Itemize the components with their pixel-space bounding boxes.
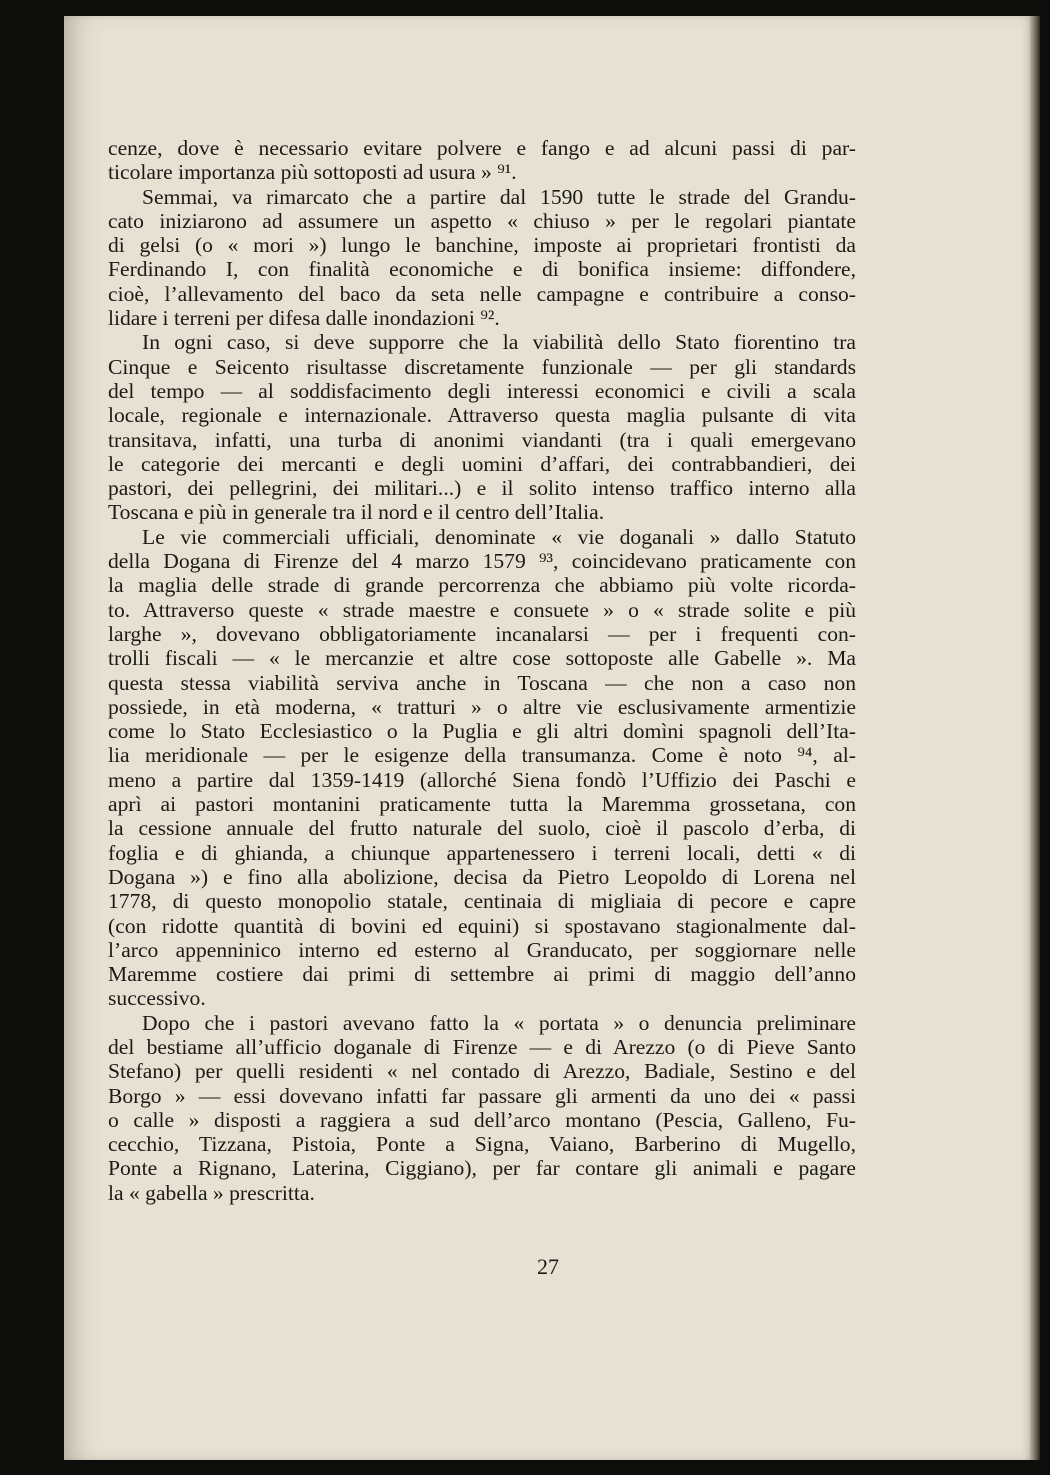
text-line: la « gabella » prescritta. — [108, 1180, 315, 1205]
text-line: questa stessa viabilità serviva anche in Toscana — che non a caso non — [108, 670, 856, 695]
text-line: pastori, dei pellegrini, dei militari...) e il solito intenso traffico interno alla — [108, 476, 856, 501]
text-line: Semmai, va rimarcato che a partire dal 1590 tutte le strade del Grandu- — [142, 184, 856, 209]
text-line: Dogana ») e fino alla abolizione, decisa da Pietro Leopoldo di Lorena nel — [108, 864, 856, 889]
text-line: della Dogana di Firenze del 4 marzo 1579 ⁹³, coincidevano praticamente con — [108, 549, 856, 574]
page-number: 27 — [537, 1254, 559, 1279]
text-line: Ponte a Rignano, Laterina, Ciggiano), per far contare gli animali e pagare — [108, 1156, 856, 1181]
text-line: lia meridionale — per le esigenze della transumanza. Come è noto ⁹⁴, al- — [108, 743, 856, 768]
text-line: Stefano) per quelli residenti « nel contado di Arezzo, Badiale, Sestino e del — [108, 1059, 856, 1084]
text-line: cecchio, Tizzana, Pistoia, Ponte a Signa, Vaiano, Barberino di Mugello, — [108, 1132, 856, 1157]
text-line: aprì ai pastori montanini praticamente tutta la Maremma grossetana, con — [108, 792, 856, 817]
text-line: Maremme costiere dai primi di settembre ai primi di maggio dell’anno — [108, 962, 856, 987]
text-line: (con ridotte quantità di bovini ed equini) si spostavano stagionalmente dal- — [108, 913, 856, 938]
text-line: larghe », dovevano obbligatoriamente incanalarsi — per i frequenti con- — [108, 621, 856, 646]
text-line: 1778, di questo monopolio statale, centinaia di migliaia di pecore e capre — [108, 889, 856, 914]
text-line: cato iniziarono ad assumere un aspetto « chiuso » per le regolari piantate — [108, 208, 856, 233]
text-line: Ferdinando I, con finalità economiche e di bonifica insieme: diffondere, — [108, 257, 856, 282]
text-line: Dopo che i pastori avevano fatto la « portata » o denuncia preliminare — [142, 1010, 856, 1035]
text-line: successivo. — [108, 986, 206, 1011]
text-line: l’arco appenninico interno ed esterno al Granducato, per soggiornare nelle — [108, 937, 856, 962]
text-line: Cinque e Seicento risultasse discretamente funzionale — per gli standards — [108, 354, 856, 379]
text-line: Toscana e più in generale tra il nord e il centro dell’Italia. — [108, 500, 605, 525]
text-line: trolli fiscali — « le mercanzie et altre cose sottoposte alle Gabelle ». Ma — [108, 646, 856, 671]
text-line: del tempo — al soddisfacimento degli interessi economici e civili a scala — [108, 378, 856, 403]
text-line: di gelsi (o « mori ») lungo le banchine, imposte ai proprietari frontisti da — [108, 233, 856, 258]
text-line: cenze, dove è necessario evitare polvere e fango e ad alcuni passi di par- — [108, 136, 856, 160]
text-line: la cessione annuale del frutto naturale del suolo, cioè il pascolo d’erba, di — [108, 816, 856, 841]
text-line: o calle » disposti a raggiera a sud dell’arco montano (Pescia, Galleno, Fu- — [108, 1107, 856, 1132]
text-line: possiede, in età moderna, « tratturi » o altre vie esclusivamente armentizie — [108, 694, 856, 719]
text-line: meno a partire dal 1359-1419 (allorché Siena fondò l’Uffizio dei Paschi e — [108, 767, 856, 792]
text-line: del bestiame all’ufficio doganale di Firenze — e di Arezzo (o di Pieve Santo — [108, 1034, 856, 1059]
body-text — [108, 136, 856, 1205]
text-line: transitava, infatti, una turba di anonimi viandanti (tra i quali emergevano — [108, 427, 856, 452]
text-line: In ogni caso, si deve supporre che la viabilità dello Stato fiorentino tra — [142, 330, 856, 355]
text-line: ticolare importanza più sottoposti ad usura » ⁹¹. — [108, 160, 517, 185]
text-line: Le vie commerciali ufficiali, denominate « vie doganali » dallo Statuto — [142, 524, 856, 549]
text-line: lidare i terreni per difesa dalle inondazioni ⁹². — [108, 306, 500, 331]
text-line: to. Attraverso queste « strade maestre e consuete » o « strade solite e più — [108, 597, 856, 622]
page-edge — [1030, 16, 1040, 1460]
text-line: Borgo » — essi dovevano infatti far passare gli armenti da uno dei « passi — [108, 1083, 856, 1108]
text-line: come lo Stato Ecclesiastico o la Puglia e gli altri domìni spagnoli dell’Ita- — [108, 719, 856, 744]
text-line: le categorie dei mercanti e degli uomini d’affari, dei contrabbandieri, dei — [108, 451, 856, 476]
text-line: cioè, l’allevamento del baco da seta nelle campagne e contribuire a conso- — [108, 281, 856, 306]
text-line: foglia e di ghianda, a chiunque appartenessero i terreni locali, detti « di — [108, 840, 856, 865]
text-line: locale, regionale e internazionale. Attraverso questa maglia pulsante di vita — [108, 403, 856, 428]
text-line: la maglia delle strade di grande percorrenza che abbiamo più volte ricorda- — [108, 573, 856, 598]
